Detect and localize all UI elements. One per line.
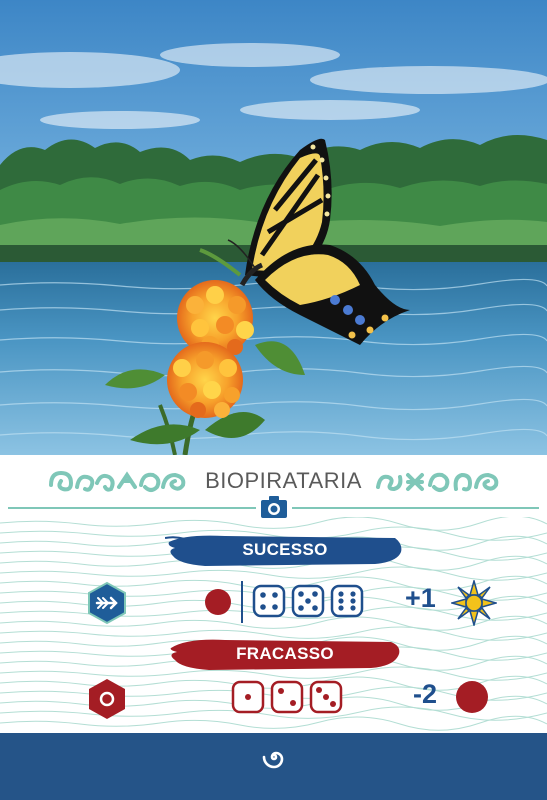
failure-modifier: -2 [413, 679, 438, 709]
failure-banner [165, 634, 405, 674]
divider-left [8, 507, 256, 509]
fast-forward-icon [86, 581, 128, 625]
die-six-icon [330, 584, 364, 618]
title-row [0, 465, 547, 497]
success-banner [165, 530, 405, 570]
card-title: BIOPIRATARIA [205, 468, 362, 493]
die-four-icon [252, 584, 286, 618]
success-label: SUCESSO [242, 540, 328, 559]
flower-cluster-bottom [167, 342, 243, 418]
success-modifier: +1 [405, 583, 436, 613]
red-token-icon [203, 587, 233, 617]
stop-icon [86, 677, 128, 721]
penalty-token-icon [454, 679, 490, 715]
dice-divider [241, 581, 243, 623]
spiral-icon [262, 745, 286, 769]
die-one-icon [231, 680, 265, 714]
die-three-icon [309, 680, 343, 714]
die-five-icon [291, 584, 325, 618]
failure-label: FRACASSO [236, 644, 334, 663]
die-two-icon [270, 680, 304, 714]
sun-icon [451, 580, 497, 626]
card-footer [0, 733, 547, 800]
card-rules-area [0, 517, 547, 733]
title-band [0, 455, 547, 517]
ornament-left-icon [45, 467, 195, 495]
ornament-right-icon [372, 467, 502, 495]
divider-right [292, 507, 539, 509]
